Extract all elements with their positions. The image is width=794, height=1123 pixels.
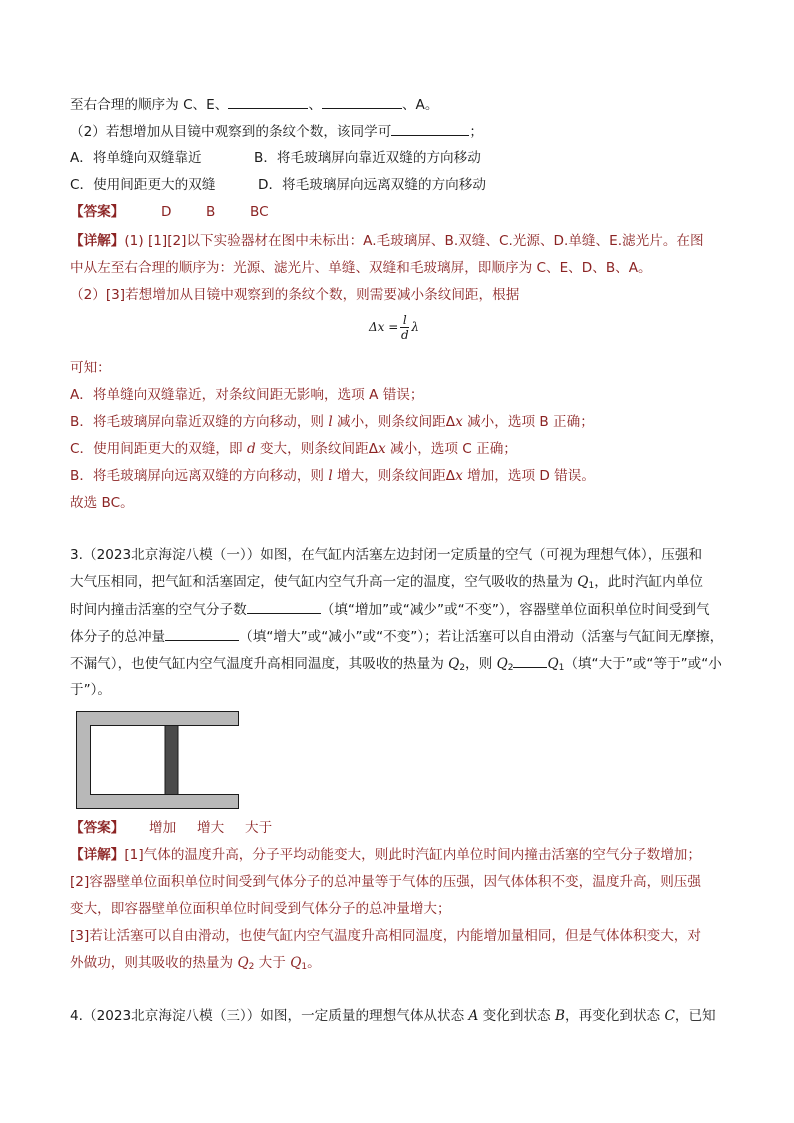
var: Q — [448, 656, 460, 672]
q2-detail-3 — [70, 285, 519, 305]
text: B．将毛玻璃屏向远离双缝的方向移动，则 — [70, 468, 329, 484]
q2-detail-6 — [70, 412, 594, 432]
text: C．使用间距更大的双缝，即 — [70, 441, 247, 457]
q2-answer-2 — [206, 202, 215, 222]
var: Q — [547, 656, 559, 672]
answer-blank — [228, 94, 308, 109]
q3-line-1 — [70, 545, 702, 565]
var: l — [328, 468, 333, 484]
answer-value: 增加 — [149, 820, 177, 836]
q2-detail-7 — [70, 439, 517, 459]
answer-blank — [513, 653, 547, 668]
var: Q — [496, 656, 508, 672]
subscript: 2 — [507, 663, 514, 673]
var: l — [328, 414, 333, 430]
var: x — [455, 468, 463, 484]
option-a: A．将单缝向双缝靠近 — [70, 150, 202, 166]
q3-detail-1 — [70, 845, 701, 865]
q2-question-line — [70, 121, 483, 142]
q2-detail-9 — [70, 493, 134, 513]
text: 减小，则条纹间距Δ — [332, 414, 456, 430]
text: （填“增加”或“减少”或“不变”），容器壁单位面积单位时间受到气 — [320, 602, 710, 618]
fringe-spacing-formula — [369, 313, 419, 342]
answer-label: 【答案】 — [70, 820, 125, 836]
answer-value: BC — [250, 204, 269, 220]
formula-rhs: λ — [411, 320, 419, 334]
var: x — [455, 414, 463, 430]
answer-blank — [247, 599, 321, 614]
answer-blank — [165, 626, 239, 641]
formula-denominator: d — [400, 328, 409, 342]
subscript: 1 — [301, 962, 308, 972]
var: A — [468, 1008, 479, 1024]
text: 体分子的总冲量 — [70, 629, 166, 645]
text: 至右合理的顺序为 C、E、 — [70, 97, 229, 113]
q3-line-5 — [70, 653, 722, 678]
q3-detail-4 — [70, 926, 701, 946]
text: 变大，则条纹间距Δ — [255, 441, 379, 457]
text: （2）若想增加从目镜中观察到的条纹个数，该同学可 — [70, 124, 392, 140]
text: 增大，则条纹间距Δ — [332, 468, 456, 484]
text: B．将毛玻璃屏向靠近双缝的方向移动，则 — [70, 414, 329, 430]
var: Q — [237, 955, 249, 971]
q2-order-line — [70, 94, 438, 115]
text: ，再变化到状态 — [564, 1008, 665, 1024]
answer-blank — [391, 121, 469, 136]
q3-answer-line — [70, 818, 124, 838]
text: 变化到状态 — [478, 1008, 555, 1024]
text: 故选 BC。 — [70, 495, 134, 511]
var: C — [664, 1008, 675, 1024]
subscript: 2 — [459, 663, 466, 673]
answer-blank — [322, 94, 402, 109]
answer-label: 【答案】 — [70, 204, 125, 220]
text: 增加，选项 D 错误。 — [462, 468, 595, 484]
text: A．将单缝向双缝靠近，对条纹间距无影响，选项 A 错误； — [70, 387, 424, 403]
q2-detail-8 — [70, 466, 595, 486]
text: 可知： — [70, 360, 111, 376]
text: [1]气体的温度升高，分子平均动能变大，则此时汽缸内单位时间内撞击活塞的空气分子数增加； — [124, 847, 701, 863]
subscript: 2 — [248, 962, 255, 972]
formula-numerator: l — [402, 313, 407, 327]
q2-detail-1 — [70, 231, 704, 251]
cylinder-piston-figure — [76, 711, 239, 809]
text: 减小，选项 B 正确； — [462, 414, 594, 430]
subscript: 1 — [558, 663, 565, 673]
detail-label: 【详解】 — [70, 847, 125, 863]
option-c-line — [70, 175, 215, 195]
var: d — [246, 441, 256, 457]
detail-label: 【详解】 — [70, 233, 125, 249]
q3-detail-5 — [70, 953, 321, 977]
text: [2]容器壁单位面积单位时间受到气体分子的总冲量等于气体的压强，因气体体积不变，温度升高，则压强 — [70, 874, 701, 890]
answer-value: B — [206, 204, 216, 220]
text: 。 — [307, 955, 321, 971]
var: B — [554, 1008, 565, 1024]
q3-line-2 — [70, 572, 703, 596]
text: 时间内撞击活塞的空气分子数 — [70, 602, 247, 618]
piston — [165, 726, 178, 795]
options-ab — [70, 148, 202, 168]
option-d-line — [258, 175, 486, 195]
var: Q — [290, 955, 302, 971]
q3-detail-2 — [70, 872, 701, 892]
text: 外做功，则其吸收的热量为 — [70, 955, 238, 971]
text: 3.（2023北京海淀八模（一））如图，在气缸内活塞左边封闭一定质量的空气（可视为理想气体），压强和 — [70, 547, 703, 563]
cylinder-wall — [77, 712, 239, 809]
answer-value: 增大 — [197, 820, 225, 836]
text: （2）[3]若想增加从目镜中观察到的条纹个数，则需要减小条纹间距，根据 — [70, 287, 520, 303]
q2-answer-1 — [161, 202, 171, 222]
formula-lhs: Δx = — [369, 320, 399, 334]
q2-answer-line — [70, 202, 124, 222]
text: 中从左至右合理的顺序为：光源、滤光片、单缝、双缝和毛玻璃屏，即顺序为 C、E、D、B、A。 — [70, 260, 652, 276]
text: 大于 — [254, 955, 291, 971]
option-b: B．将毛玻璃屏向靠近双缝的方向移动 — [254, 150, 481, 166]
option-c: C．使用间距更大的双缝 — [70, 177, 216, 193]
text: (1) [1][2]以下实验器材在图中未标出：A.毛玻璃屏、B.双缝、C.光源、D.单缝、E.滤光片。在图 — [124, 233, 704, 249]
text: ，此时汽缸内单位 — [594, 574, 703, 590]
text: 、 — [308, 97, 322, 113]
text: 、A。 — [401, 97, 439, 113]
var: Q — [577, 574, 589, 590]
text: 于”）。 — [70, 682, 112, 698]
text: ； — [469, 124, 483, 140]
q2-detail-5 — [70, 385, 424, 405]
q3-detail-3 — [70, 899, 451, 919]
option-b-line — [254, 148, 481, 168]
text: ，则 — [465, 656, 497, 672]
q3-line-4 — [70, 626, 723, 647]
text: （填“大于”或“等于”或“小 — [564, 656, 722, 672]
q3-answer-1 — [149, 818, 176, 838]
text: 减小，选项 C 正确； — [385, 441, 517, 457]
text: [3]若让活塞可以自由滑动，也使气缸内空气温度升高相同温度，内能增加量相同，但是气体体积变大，对 — [70, 928, 701, 944]
q3-line-6 — [70, 680, 111, 700]
text: 4.（2023北京海淀八模（三））如图，一定质量的理想气体从状态 — [70, 1008, 469, 1024]
q3-answer-2 — [197, 818, 224, 838]
q3-answer-3 — [245, 818, 272, 838]
q4-line-1 — [70, 1006, 716, 1026]
formula-fraction — [400, 313, 409, 342]
text: 不漏气），也使气缸内空气温度升高相同温度，其吸收的热量为 — [70, 656, 449, 672]
var: x — [378, 441, 386, 457]
q2-detail-2 — [70, 258, 652, 278]
subscript: 1 — [588, 581, 595, 591]
text: 变大，即容器壁单位面积单位时间受到气体分子的总冲量增大； — [70, 901, 451, 917]
answer-value: D — [161, 204, 172, 220]
q3-line-3 — [70, 599, 710, 620]
option-d: D．将毛玻璃屏向远离双缝的方向移动 — [258, 177, 486, 193]
text: （填“增大”或“减小”或“不变”）；若让活塞可以自由滑动（活塞与气缸间无摩擦， — [239, 629, 724, 645]
text: 大气压相同，把气缸和活塞固定，使气缸内空气升高一定的温度，空气吸收的热量为 — [70, 574, 578, 590]
q2-detail-4 — [70, 358, 111, 378]
q2-answer-3 — [250, 202, 269, 222]
text: ，已知 — [674, 1008, 716, 1024]
answer-value: 大于 — [245, 820, 273, 836]
